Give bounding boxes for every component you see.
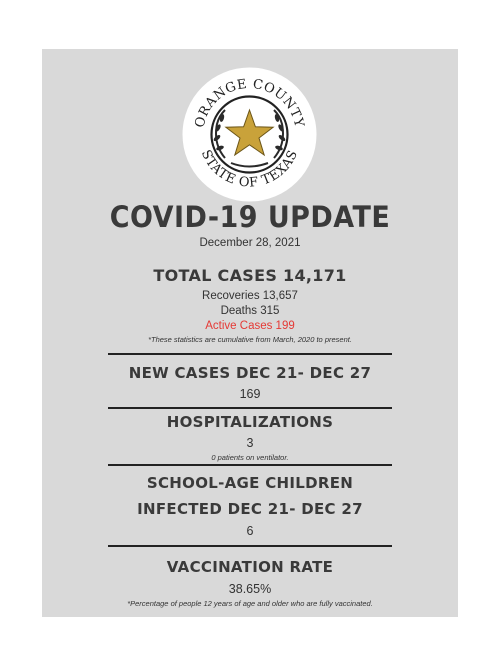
vaccination-value: 38.65% <box>228 582 272 596</box>
svg-text:ORANGE COUNTY: ORANGE COUNTY <box>192 76 307 130</box>
school-heading-line2: INFECTED DEC 21- DEC 27 <box>137 500 363 518</box>
hospitalizations-value: 3 <box>246 436 254 450</box>
divider <box>108 353 392 355</box>
ventilator-note: 0 patients on ventilator. <box>211 453 289 462</box>
active-cases-text: Active Cases 199 <box>205 320 295 332</box>
new-cases-heading: NEW CASES DEC 21- DEC 27 <box>128 364 372 382</box>
divider <box>108 407 392 409</box>
hospitalizations-heading: HOSPITALIZATIONS <box>166 413 334 431</box>
school-value: 6 <box>246 524 254 538</box>
update-date: December 28, 2021 <box>199 237 301 249</box>
cumulative-note: *These statistics are cumulative from March, 2020 to present. <box>148 335 352 344</box>
divider <box>108 464 392 466</box>
vaccination-note: *Percentage of people 12 years of age and older who are fully vaccinated. <box>127 599 373 608</box>
svg-text:STATE OF TEXAS: STATE OF TEXAS <box>197 147 302 191</box>
new-cases-value: 169 <box>239 387 261 401</box>
vaccination-heading: VACCINATION RATE <box>166 558 334 576</box>
deaths-text: Deaths 315 <box>220 305 280 317</box>
page-title: COVID-19 UPDATE <box>109 200 391 234</box>
divider <box>108 545 392 547</box>
recoveries-text: Recoveries 13,657 <box>202 290 298 302</box>
total-cases-heading: TOTAL CASES 14,171 <box>153 266 347 285</box>
school-heading-line1: SCHOOL-AGE CHILDREN <box>146 474 354 492</box>
county-seal-logo <box>181 66 318 203</box>
